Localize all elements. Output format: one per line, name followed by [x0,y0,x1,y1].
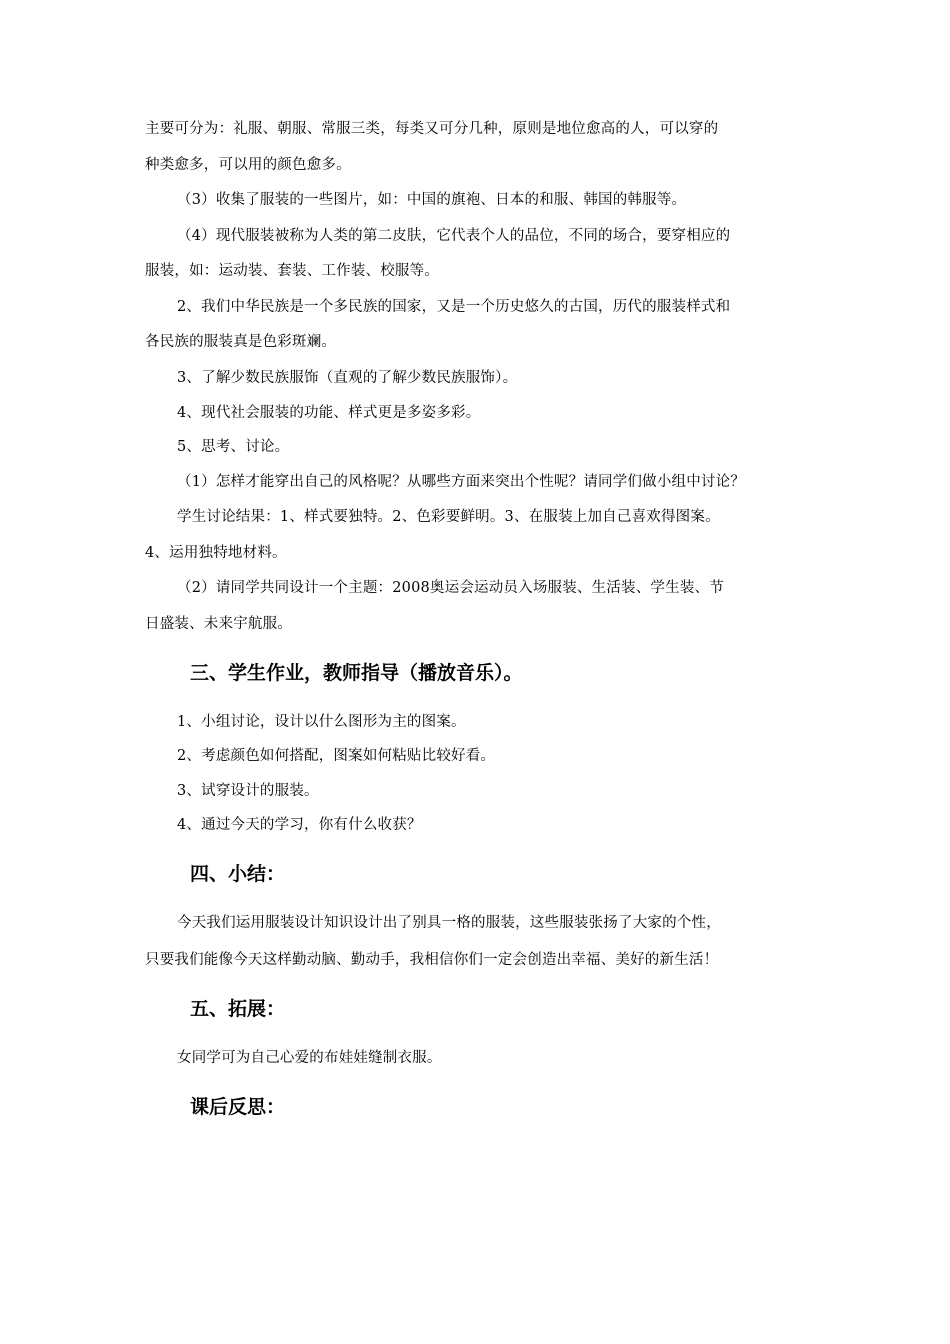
question-2-line-2: 日盛装、未来宇航服。 [145,616,292,632]
question-2-line-1: （2）请同学共同设计一个主题：2008奥运会运动员入场服装、生活装、学生装、节 [177,580,724,596]
discussion-result-line-1: 学生讨论结果：1、样式要独特。2、色彩要鲜明。3、在服装上加自己喜欢得图案。 [177,509,720,525]
section-5-heading: 五、拓展： [190,998,286,1020]
point-5-paragraph: 5、思考、讨论。 [177,439,290,455]
section-3-item-3: 3、试穿设计的服装。 [177,783,319,799]
discussion-result-line-2: 4、运用独特地材料。 [145,545,287,561]
point-3-paragraph: 3、了解少数民族服饰（直观的了解少数民族服饰）。 [177,370,518,386]
intro-line-1: 主要可分为：礼服、朝服、常服三类，每类又可分几种，原则是地位愈高的人，可以穿的 [145,121,719,137]
point-4-paragraph: 4、现代社会服装的功能、样式更是多姿多彩。 [177,405,481,421]
intro-line-2: 种类愈多，可以用的颜色愈多。 [145,157,351,173]
question-1-paragraph: （1）怎样才能穿出自己的风格呢？从哪些方面来突出个性呢？请同学们做小组中讨论？ [177,474,746,490]
item-4-line-1: （4）现代服装被称为人类的第二皮肤，它代表个人的品位，不同的场合，要穿相应的 [177,228,731,244]
item-3-paragraph: （3）收集了服装的一些图片，如：中国的旗袍、日本的和服、韩国的韩服等。 [177,192,687,208]
point-2-line-1: 2、我们中华民族是一个多民族的国家，又是一个历史悠久的古国，历代的服装样式和 [177,299,731,315]
section-3-item-4: 4、通过今天的学习，你有什么收获？ [177,817,422,833]
extension-paragraph: 女同学可为自己心爱的布娃娃缝制衣服。 [177,1050,442,1066]
summary-line-1: 今天我们运用服装设计知识设计出了别具一格的服装，这些服装张扬了大家的个性， [177,915,721,931]
section-3-item-1: 1、小组讨论，设计以什么图形为主的图案。 [177,714,466,730]
reflection-heading: 课后反思： [190,1096,286,1118]
item-4-line-2: 服装，如：运动装、套装、工作装、校服等。 [145,263,439,279]
summary-line-2: 只要我们能像今天这样勤动脑、勤动手，我相信你们一定会创造出幸福、美好的新生活！ [145,952,719,968]
section-3-heading: 三、学生作业，教师指导（播放音乐）。 [190,662,523,684]
section-4-heading: 四、小结： [190,863,286,885]
point-2-line-2: 各民族的服装真是色彩斑斓。 [145,334,337,350]
section-3-item-2: 2、考虑颜色如何搭配，图案如何粘贴比较好看。 [177,748,496,764]
